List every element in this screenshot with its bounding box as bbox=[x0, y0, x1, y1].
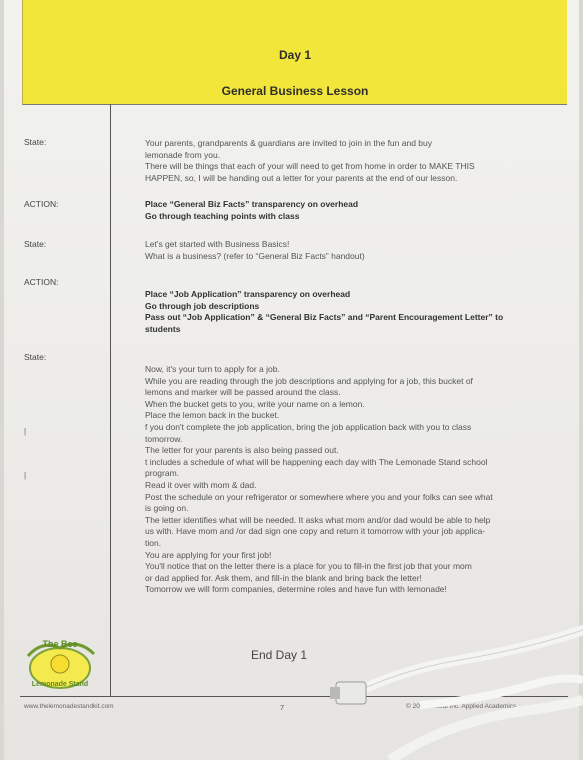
label-state-2: State: bbox=[24, 239, 47, 249]
section-action-job-application bbox=[145, 289, 550, 335]
text-line: Place “Job Application” transparency on overhead bbox=[145, 289, 351, 299]
text-line: The letter for your parents is also being passed out. bbox=[145, 445, 339, 456]
lesson-title: General Business Lesson bbox=[221, 84, 369, 98]
text-line: students bbox=[145, 323, 181, 334]
day-title: Day 1 bbox=[278, 48, 312, 62]
header-banner bbox=[22, 0, 567, 105]
text-line: program. bbox=[145, 468, 180, 479]
text-line: Go through teaching points with class bbox=[145, 210, 300, 221]
section-state-parents bbox=[145, 138, 550, 184]
text-line: tion. bbox=[145, 537, 162, 548]
text-line: Your parents, grandparents & guardians are invited to join in the fun and buy bbox=[145, 138, 432, 148]
logo-text-bottom: Lemonade Stand bbox=[31, 681, 89, 688]
margin-mark: | bbox=[24, 427, 27, 436]
text-line: HAPPEN, so, I will be handing out a letter for your parents at the end of our lesson. bbox=[145, 172, 458, 183]
text-line: lemonade from you. bbox=[145, 149, 221, 160]
label-action-1: ACTION: bbox=[24, 199, 59, 209]
text-line: is going on. bbox=[145, 503, 189, 514]
text-line: Now, it's your turn to apply for a job. bbox=[145, 364, 280, 374]
section-action-biz-facts bbox=[145, 199, 550, 222]
section-state-business-basics bbox=[145, 239, 550, 262]
text-line: What is a business? (refer to “General Biz Facts” handout) bbox=[145, 250, 365, 261]
label-state-1: State: bbox=[24, 137, 47, 147]
footer-copyright: © 2004 Global Inc. Applied Academics bbox=[406, 703, 517, 710]
text-line: lemons and marker will be passed around the class. bbox=[145, 387, 341, 398]
label-action-2: ACTION: bbox=[24, 277, 59, 287]
text-line: While you are reading through the job descriptions and applying for a job, this bucket of bbox=[145, 375, 473, 386]
page-number: 7 bbox=[280, 703, 285, 712]
text-line: us with. Have mom and /or dad sign one copy and return it tomorrow with your job applica- bbox=[145, 526, 486, 537]
text-line: When the bucket gets to you, write your name on a lemon. bbox=[145, 398, 365, 409]
text-line: You'll notice that on the letter there is a place for you to fill-in the first job that your mom bbox=[145, 561, 472, 572]
text-line: Post the schedule on your refrigerator or somewhere where you and your folks can see what bbox=[145, 491, 493, 502]
footer-url: www.thelemonadestandkit.com bbox=[24, 703, 114, 710]
margin-mark: | bbox=[24, 471, 27, 480]
text-line: You are applying for your first job! bbox=[145, 549, 272, 560]
text-line: or dad applied for. Ask them, and fill-in the blank and bring back the letter! bbox=[145, 572, 422, 583]
text-line: Go through job descriptions bbox=[145, 300, 260, 311]
text-line: t includes a schedule of what will be happening each day with The Lemonade Stand school bbox=[145, 456, 488, 467]
section-state-apply-job bbox=[145, 364, 550, 596]
text-line: There will be things that each of your will need to get from home in order to MAKE THIS bbox=[145, 161, 475, 172]
usb-cable bbox=[330, 600, 583, 760]
end-day-text: End Day 1 bbox=[251, 648, 308, 662]
text-line: The letter identifies what will be needed. It asks what mom and/or dad would be able to help bbox=[145, 514, 491, 525]
text-line: Let's get started with Business Basics! bbox=[145, 239, 290, 249]
label-state-3: State: bbox=[24, 352, 47, 362]
lemonade-stand-logo bbox=[18, 634, 102, 692]
text-line: Tomorrow we will form companies, determine roles and have fun with lemonade! bbox=[145, 584, 447, 595]
text-line: f you don't complete the job application, bring the job application back with you to class bbox=[145, 421, 472, 432]
text-line: Place “General Biz Facts” transparency on overhead bbox=[145, 199, 359, 209]
text-line: Place the lemon back in the bucket. bbox=[145, 410, 280, 421]
column-divider bbox=[110, 104, 111, 696]
text-line: Read it over with mom & dad. bbox=[145, 479, 257, 490]
text-line: tomorrow. bbox=[145, 433, 183, 444]
logo-text-top: The Bee bbox=[42, 639, 78, 649]
text-line: Pass out “Job Application” & “General Biz Facts” and “Parent Encouragement Letter” to bbox=[145, 312, 504, 323]
